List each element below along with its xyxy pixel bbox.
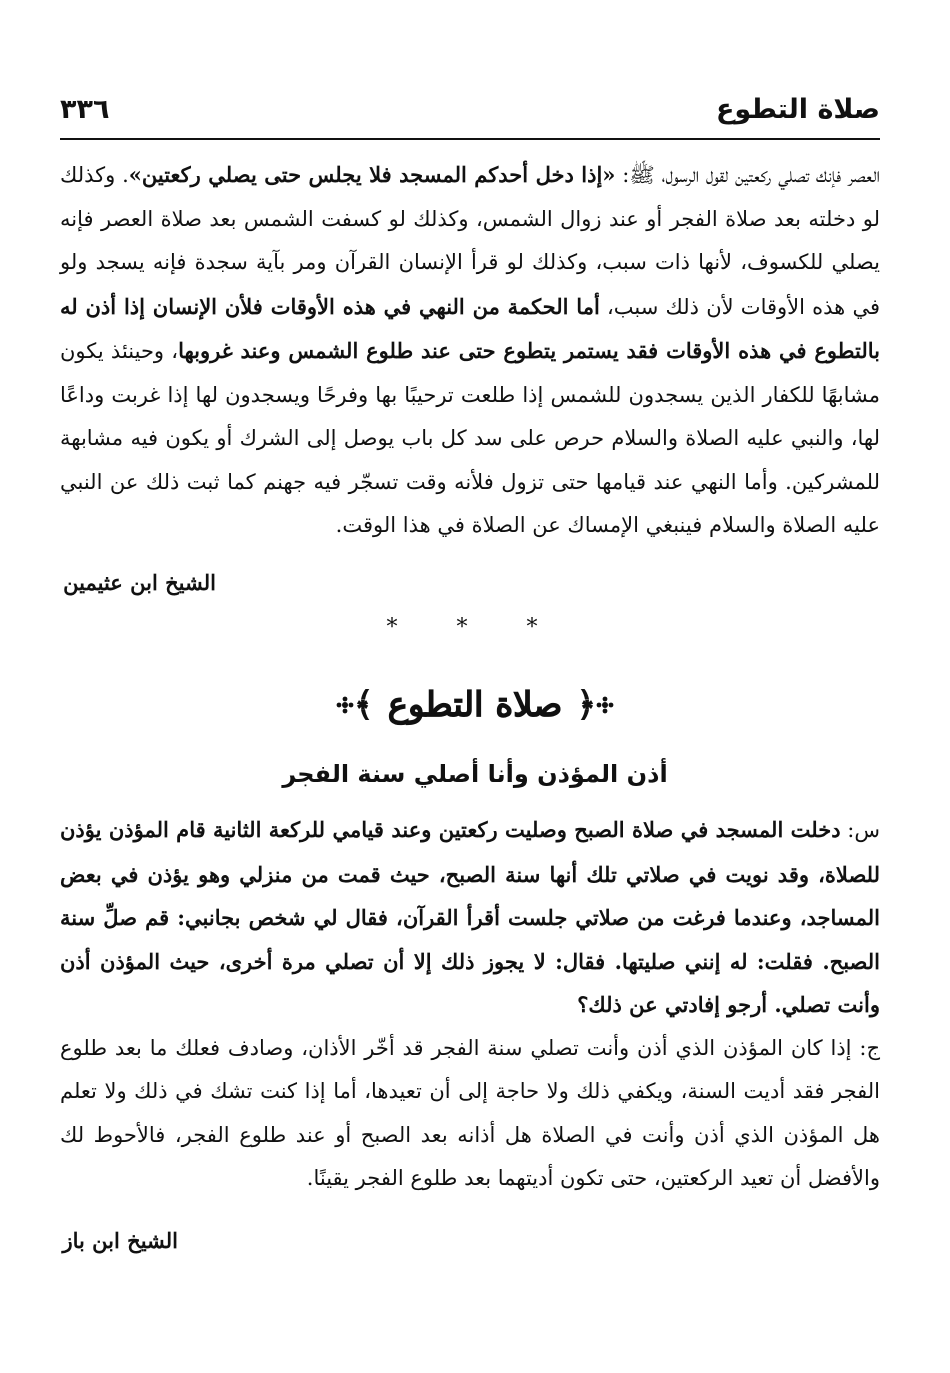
page-number: ٣٣٦ xyxy=(60,94,110,125)
question-answer xyxy=(60,808,880,1201)
flower-ornament-icon xyxy=(336,696,354,714)
paragraph-1-part-3: . وكذلك لو دخلته بعد صلاة الفجر أو عند زوال الشمس، وكذلك لو كسفت الشمس بعد صلاة العصر فإنه يصلي للكسوف، لأنها ذات سبب، وكذلك لو قرأ الإنسان القرآن ومر بآية سجدة فإنه يسجد ولو في هذه الأوقات لأن ذلك سبب، xyxy=(60,163,881,319)
open-ornate-bracket: ﴿ xyxy=(576,685,597,725)
question-text: دخلت المسجد في صلاة الصبح وصليت ركعتين وعند قيامي للركعة الثانية قام المؤذن يؤذن للصلاة، وقد نويت في صلاتي تلك أنها سنة الصبح، حيث قمت من منزلي وهو يؤذن في بعض المساجد، وعندما فرغت من صلاتي جلست أقرأ القرآن، فقال لي شخص بجانبي: قم صلِّ سنة الصبح. فقلت: له إنني صليتها. فقال: لا يجوز ذلك إلا أن تصلي مرة أخرى، حيث المؤذن أذن وأنت تصلي. xyxy=(60,817,880,1017)
answer-text: إذا كان المؤذن الذي أذن وأنت تصلي سنة الفجر قد أخّر الأذان، وصادف فعلك ما بعد طلوع الفجر فقد أديت السنة، ويكفي ذلك ولا حاجة إلى أن تعيدها، أما إذا كنت تشك في ذلك ولا تعلم هل المؤذن الذي أذن وأنت في الصلاة هل أذانه بعد الصبح أو عند طلوع الفجر، فالأحوط لك والأفضل أن تعيد الركعتين، حتى تكون أديتهما بعد طلوع الفجر يقينًا. xyxy=(60,1035,880,1190)
paragraph-1-part-1: العصر فإنك تصلي ركعتين لقول الرسول، ﷺ: xyxy=(615,163,881,187)
paragraph-1-part-5: ، وحينئذ يكون مشابهًا للكفار الذين يسجدون للشمس إذا طلعت ترحيبًا بها وفرحًا ويسجدون لها إذا غربت وداعًا لها، والنبي عليه الصلاة والسلام حرص على سد كل باب يوصل إلى الشرك أو يكون فيه مشابهة للمشركين. وأما النهي عند قيامها حتى تزول فلأنه وقت تسجّر فيه جهنم كما ثبت ذلك عن النبي عليه الصلاة والسلام فينبغي الإمساك عن الصلاة في هذا الوقت. xyxy=(60,339,880,537)
question-prefix: س: xyxy=(840,818,880,842)
question-request: أرجو إفادتي عن ذلك؟ xyxy=(577,992,775,1017)
page-header xyxy=(60,92,880,136)
flower-ornament-icon xyxy=(596,696,614,714)
signature-ibn-uthaymeen: الشيخ ابن عثيمين xyxy=(63,570,216,595)
question-paragraph xyxy=(60,808,880,1027)
answer-prefix: ج: xyxy=(851,1035,880,1060)
answer-paragraph xyxy=(60,1027,880,1201)
question-heading: أذن المؤذن وأنا أصلي سنة الفجر xyxy=(282,760,668,788)
header-rule xyxy=(60,138,880,140)
fatwa-continuation xyxy=(60,153,880,548)
running-title: صلاة التطوع xyxy=(715,94,880,125)
paragraph-1 xyxy=(60,153,880,548)
close-ornate-bracket: ﴾ xyxy=(353,685,374,725)
hadith-quote: «إذا دخل أحدكم المسجد فلا يجلس حتى يصلي ركعتين» xyxy=(128,162,616,187)
wisdom-of-prohibition: أما الحكمة من النهي في هذه الأوقات فلأن الإنسان إذا أذن له بالتطوع في هذه الأوقات فقد يستمر يتطوع حتى عند طلوع الشمس وعند غروبها xyxy=(60,293,880,363)
signature-ibn-baz: الشيخ ابن باز xyxy=(62,1228,178,1253)
section-title: صلاة التطوع xyxy=(387,685,563,725)
section-separator: * * * xyxy=(386,615,564,640)
section-banner xyxy=(300,670,650,740)
